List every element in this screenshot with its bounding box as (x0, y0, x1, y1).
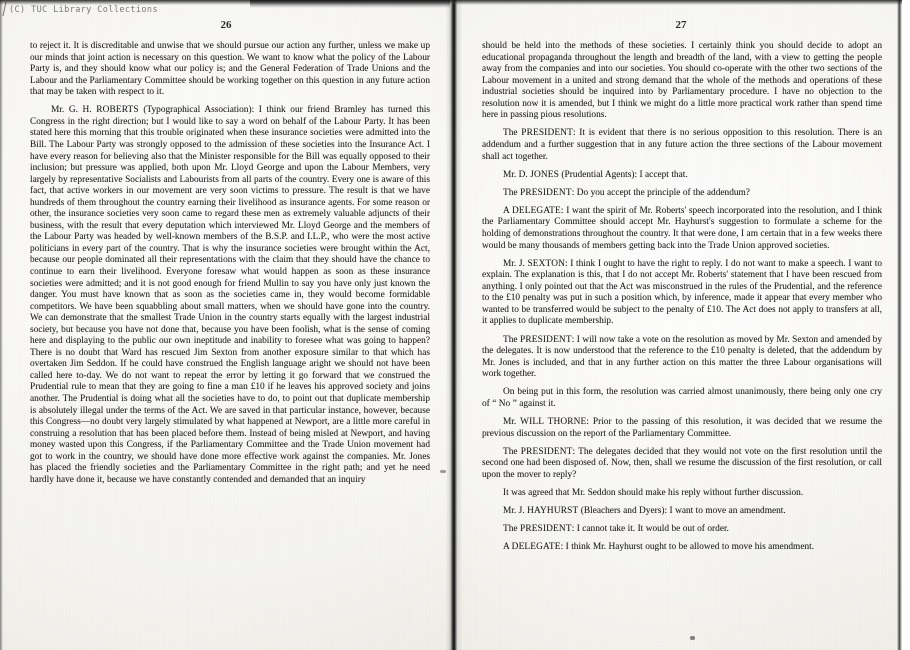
paragraph: A DELEGATE: I want the spirit of Mr. Roberts' speech incorporated into the resolution, and I think the Parliamentary Committee should accept Mr. Hayhurst's suggestion to formulate a scheme for the holding of demonstrations throughout the country. It that were done, I am certain that in a few weeks there would be many thousands of members getting back into the Trade Union approved societies. (482, 205, 882, 251)
scan-edge-top-dark (250, 0, 450, 8)
library-watermark: (C) TUC Library Collections (9, 5, 158, 15)
book-gutter-shadow (446, 0, 462, 650)
scan-edge-right (897, 0, 902, 650)
paragraph: The PRESIDENT: Do you accept the principle of the addendum? (503, 187, 750, 198)
paragraph: The PRESIDENT: I will now take a vote on the resolution as moved by Mr. Sexton and amended by the delegates. It is now understood that the reference to the £10 penalty is deleted, that the addendum by Mr. Jones is included, and that in any further action on this matter the three Labour organisations will work together. (482, 334, 882, 380)
body-text-right (482, 41, 882, 554)
page-number-right: 27 (675, 19, 687, 31)
paragraph: to reject it. It is discreditable and unwise that we should pursue our action any further, unless we make up our minds that joint action is necessary on this question. We want to know what the policy of the Labour Party is, and they should know what our policy is; and the General Federation of Trade Unions and the Labour and the Parliamentary Committee should be working together on this question in any future action that may be taken with respect to it. (30, 41, 430, 98)
paragraph: A DELEGATE: I think Mr. Hayhurst ought to be allowed to move his amendment. (503, 542, 815, 553)
paragraph: Mr. G. H. ROBERTS (Typographical Association): I think our friend Bramley has turned this Congress in the right direction; but I would like to say a word on behalf of the Labour Party. It has been stated here this morning that this trouble originated when these insurance societies were admitted into the Bill. The Labour Party was strongly opposed to the admission of these societies into the Insurance Act. I have every reason for believing also that the Minister responsible for the Bill was equally opposed to their inclusion; but pressure was applied, both upon Mr. Lloyd George and upon the Labour Members, very largely by representative Socialists and Labourists from all parts of the country. Every one is aware of this fact, that active workers in our movement are very soon victims to pressure. The result is that we have hundreds of them throughout the country earning their livelihood as insurance agents. For some reason or other, the insurance societies very soon came to regard these men as extremely valuable adjuncts of their business, with the result that every deputation which interviewed Mr. Lloyd George and the members of the Labour Party was headed by well-known members of the B.S.P. and I.L.P., who were the most active politicians in every part of the country. That is why the insurance societies were brought within the Act, because our people dominated all their representations with the claim that they should have the chance to continue to earn their livelihood. Everyone foresaw what would happen as soon as these insurance societies were admitted; and it is not good enough for friend Mullin to say you have only just known the danger. You must have known that as soon as the societies came in, they would become formidable competitors. We have been squabbling about small matters, when we should have gone into the country. We can demonstrate that the smallest Trade Union in the country starts equally with the largest industrial society, but because you have not done that, because you have been foolish, what is the sense of coming here and displaying to the public our own ineptitude and inability to foresee what was going to happen? There is no doubt that Ward has rescued Jim Sexton from another exposure similar to that which has overtaken Jim Seddon. If he could have construed the English language aright we should not have been called here to-day. We do not want to repeat the error by letting it go forward that we construed the Prudential rule to mean that they are going to fine a man £10 if he leaves his approved society and joins another. The Prudential is doing what all the societies have to do, to point out that duplicate membership is absolutely illegal under the terms of the Act. We are saved in that particular instance, however, because this Congress—no doubt very largely stimulated by what happened at Newport, are a little more careful in construing a resolution that has been placed before them. Instead of being misled at Newport, and having money wasted upon this Congress, if the Parliamentary Committee and the Trade Union movement had got to work in the country, we should have done more effective work against the companies. Mr. Jones has placed the friendly societies and the Parliamentary Committee in the right path; and yet he need hardly have done it, because we have constantly contended and demanded that an inquiry (30, 105, 430, 485)
paragraph: Mr. D. JONES (Prudential Agents): I accept that. (503, 169, 688, 180)
page-number-left: 26 (220, 19, 232, 31)
body-text-left (30, 41, 430, 486)
paragraph: Mr. WILL THORNE: Prior to the passing of this resolution, it was decided that we resume the previous discussion on the report of the Parliamentary Committee. (482, 417, 882, 439)
paragraph: should be held into the methods of these societies. I certainly think you should decide to adopt an educational propaganda throughout the length and breadth of the land, with a view to getting the people away from the companies and into our societies. You should co-operate with the other two sections of the Labour movement in a united and strong demand that the whole of the methods and operations of these industrial societies should be inquired into by Parliamentary procedure. I have no objection to the resolution now it is amended, but I think we might do a little more practical work rather than spend time here in passing pious resolutions. (482, 41, 882, 121)
paragraph: On being put in this form, the resolution was carried almost unanimously, there being only one cry of “ No ” against it. (482, 387, 882, 409)
paragraph: Mr. J. SEXTON: I think I ought to have the right to reply. I do not want to make a speech. I want to explain. The explanation is this, that I do not accept Mr. Roberts' statement that I have been rescued from anything. I only pointed out that the Act was misconstrued in the rules of the Prudential, and the reference to the £10 penalty was put in such a position which, by inference, made it appear that every member who wanted to be transferred would be subject to the penalty of £10. The Act does not apply to transfers at all, it applies to duplicate membership. (482, 258, 882, 327)
page-verso (0, 0, 452, 650)
scan-margin-right (902, 0, 910, 650)
paragraph: The PRESIDENT: I cannot take it. It would be out of order. (503, 524, 729, 535)
page-recto (460, 0, 902, 650)
paragraph: The PRESIDENT: The delegates decided that they would not vote on the first resolution until the second one had been disposed of. Now, then, shall we resume the discussion of the first resolution, or call upon the mover to reply? (482, 446, 882, 480)
scan-edge-left (0, 0, 3, 650)
paragraph: The PRESIDENT: It is evident that there is no serious opposition to this resolution. There is an addendum and a further suggestion that in any future action the three sections of the Labour movement shall act together. (482, 128, 883, 162)
paragraph: Mr. J. HAYHURST (Bleachers and Dyers): I want to move an amendment. (503, 506, 786, 517)
paragraph: It was agreed that Mr. Seddon should make his reply without further discussion. (503, 487, 804, 498)
